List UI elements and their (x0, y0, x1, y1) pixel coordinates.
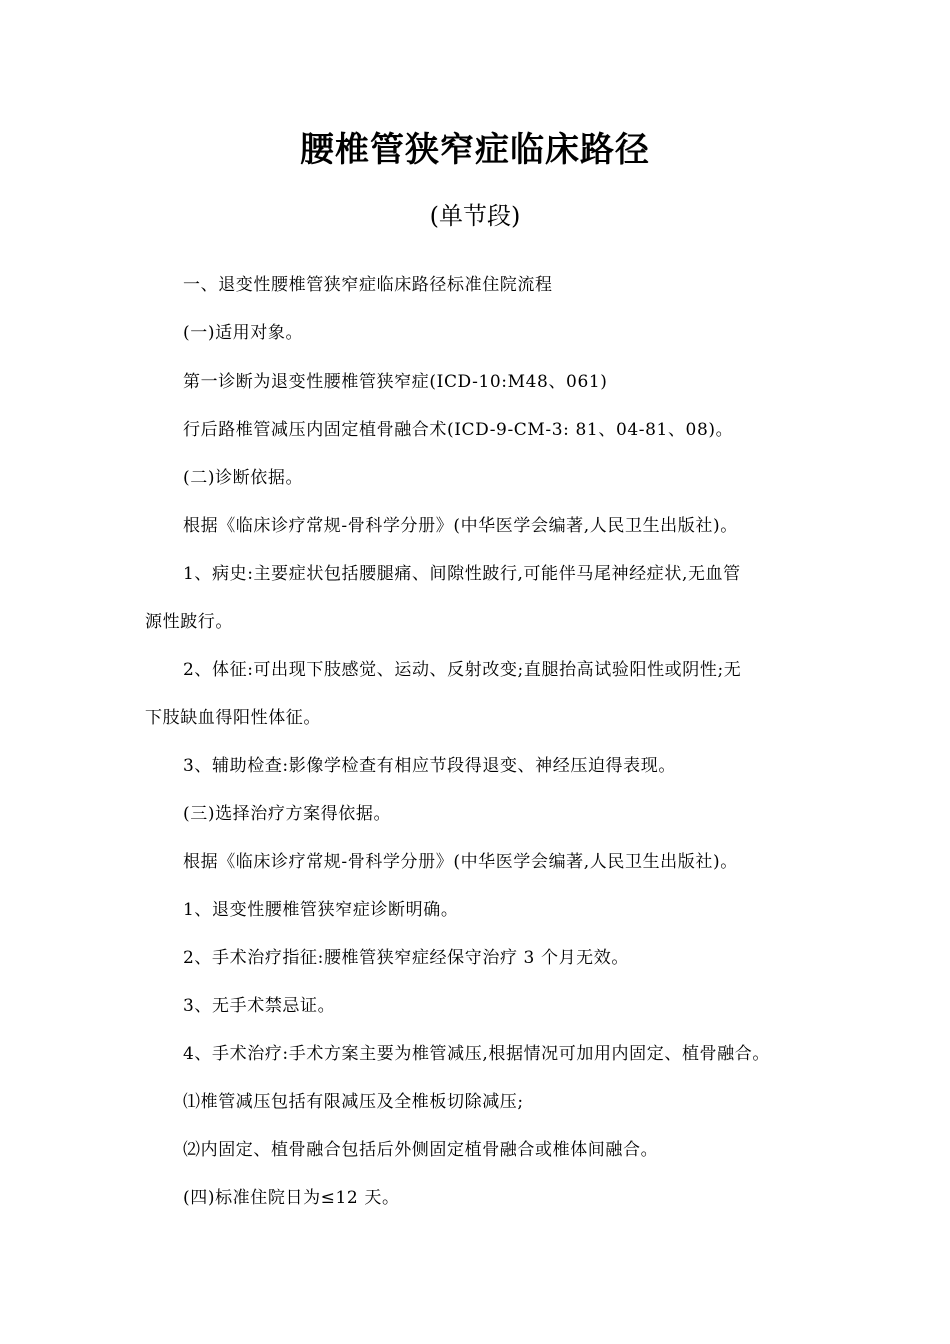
subsection-heading: (二)诊断依据。 (183, 468, 304, 488)
subsection-heading: (三)选择治疗方案得依据。 (183, 804, 392, 824)
paragraph-line: 3、辅助检查:影像学检查有相应节段得退变、神经压迫得表现。 (183, 756, 676, 776)
list-item: 2、手术治疗指征:腰椎管狭窄症经保守治疗 3 个月无效。 (183, 948, 629, 968)
paragraph-line: 行后路椎管减压内固定植骨融合术(ICD-9-CM-3: 81、04-81、08)。 (183, 420, 734, 440)
subsection-heading: (一)适用对象。 (183, 323, 304, 343)
paragraph-line: 1、病史:主要症状包括腰腿痛、间隙性跛行,可能伴马尾神经症状,无血管 (183, 564, 741, 584)
paragraph-line-continued: 源性跛行。 (145, 612, 233, 632)
list-item: 3、无手术禁忌证。 (183, 996, 336, 1016)
list-item: 1、退变性腰椎管狭窄症诊断明确。 (183, 900, 459, 920)
paragraph-line: 2、体征:可出现下肢感觉、运动、反射改变;直腿抬高试验阳性或阴性;无 (183, 660, 742, 680)
sub-list-item: ⑴椎管减压包括有限减压及全椎板切除减压; (183, 1092, 524, 1112)
document-subtitle: (单节段) (429, 202, 521, 230)
list-item: 4、手术治疗:手术方案主要为椎管减压,根据情况可加用内固定、植骨融合。 (183, 1044, 770, 1064)
paragraph-line: 根据《临床诊疗常规-骨科学分册》(中华医学会编著,人民卫生出版社)。 (183, 516, 738, 536)
section-heading: 一、退变性腰椎管狭窄症临床路径标准住院流程 (183, 275, 553, 295)
paragraph-line: 第一诊断为退变性腰椎管狭窄症(ICD-10:M48、061) (183, 372, 608, 392)
paragraph-line-continued: 下肢缺血得阳性体征。 (145, 708, 321, 728)
subsection-heading: (四)标准住院日为≤12 天。 (183, 1188, 400, 1208)
document-title: 腰椎管狭窄症临床路径 (300, 130, 650, 170)
paragraph-line: 根据《临床诊疗常规-骨科学分册》(中华医学会编著,人民卫生出版社)。 (183, 852, 738, 872)
sub-list-item: ⑵内固定、植骨融合包括后外侧固定植骨融合或椎体间融合。 (183, 1140, 659, 1160)
